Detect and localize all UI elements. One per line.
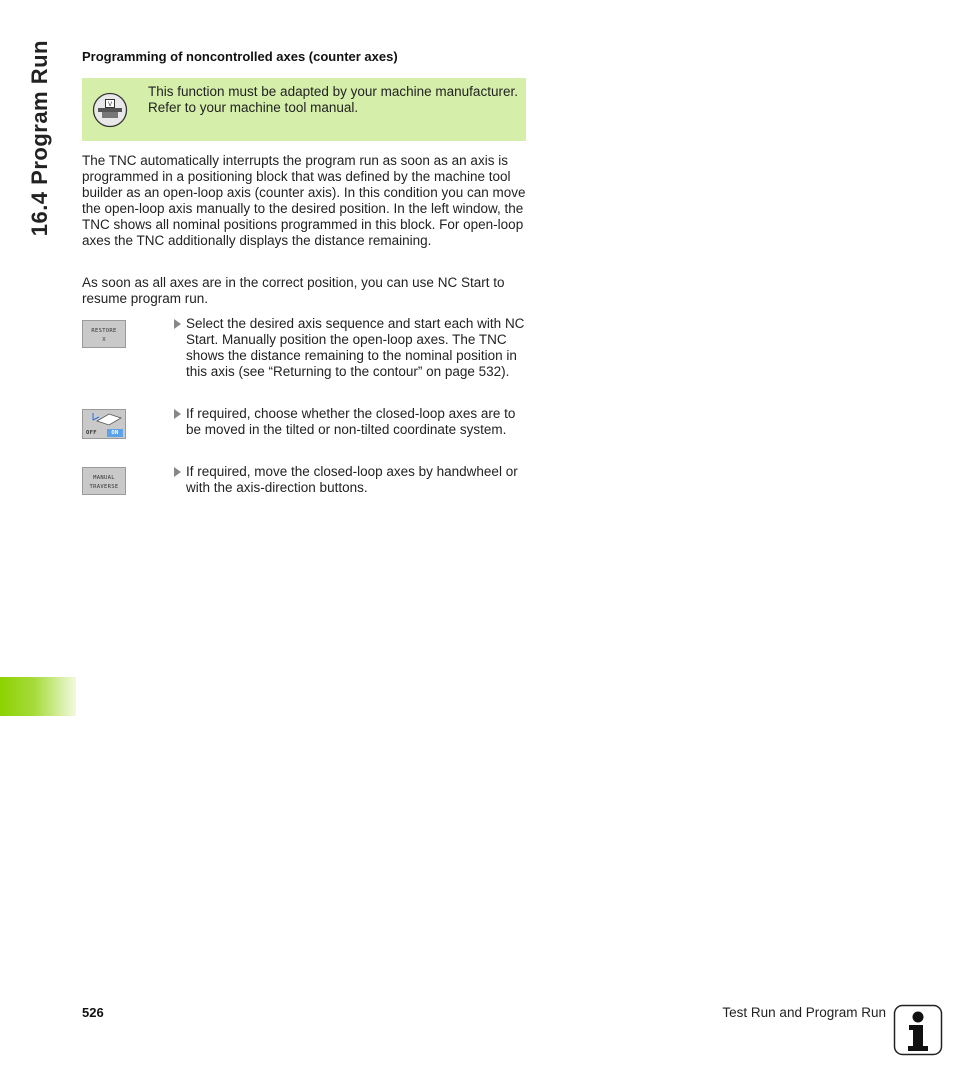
bullet-arrow-icon (174, 409, 181, 419)
footer-chapter-title: Test Run and Program Run (722, 1005, 886, 1020)
softkey-label-line2: X (102, 337, 106, 343)
bullet-arrow-icon (174, 467, 181, 477)
machine-note-text: This function must be adapted by your machine manufacturer. Refer to your machine tool manual. (148, 84, 518, 115)
page-number: 526 (82, 1005, 104, 1020)
step-text (186, 464, 526, 496)
softkey-label-line1: RESTORE (91, 328, 117, 334)
softkey-on-label: ON (107, 429, 123, 437)
softkey-off-label: OFF (86, 430, 97, 436)
svg-text:V: V (107, 101, 113, 108)
info-icon (893, 1004, 943, 1056)
intro-paragraph: The TNC automatically interrupts the program run as soon as an axis is programmed in a positioning block that was defined by the machine tool builder as an open-loop axis (counter axis). In this condition you can move the open-loop axis manually to the desired position. In the left window, the TNC shows all nominal positions programmed in this block. For open-loop axes the TNC additionally displays the distance remaining. (82, 153, 526, 248)
tilted-system-softkey[interactable] (82, 409, 126, 439)
machine-note-box (82, 78, 526, 141)
chapter-tab-marker (0, 677, 76, 716)
manual-traverse-softkey[interactable] (82, 467, 126, 495)
tilted-plane-icon (83, 411, 125, 429)
step-text (186, 406, 526, 438)
step-text (186, 316, 526, 380)
step-description: If required, move the closed-loop axes by handwheel or with the axis-direction buttons. (186, 464, 518, 495)
resume-paragraph: As soon as all axes are in the correct position, you can use NC Start to resume program run. (82, 275, 505, 306)
restore-x-softkey[interactable] (82, 320, 126, 348)
section-heading: Programming of noncontrolled axes (counter axes) (82, 49, 398, 64)
chapter-side-title-text: 16.4 Program Run (27, 40, 52, 237)
step-description: Select the desired axis sequence and start each with NC Start. Manually position the open-loop axes. The TNC shows the distance remaining to the nominal position in this axis (see “Returning to the contour” on page 532). (186, 316, 525, 379)
softkey-label-line2: TRAVERSE (89, 484, 119, 490)
step-description: If required, choose whether the closed-loop axes are to be moved in the tilted or non-tilted coordinate system. (186, 406, 516, 437)
chapter-side-title (20, 40, 60, 280)
softkey-label-line1: MANUAL (93, 475, 115, 481)
bullet-arrow-icon (174, 319, 181, 329)
machine-manufacturer-icon (92, 92, 128, 128)
